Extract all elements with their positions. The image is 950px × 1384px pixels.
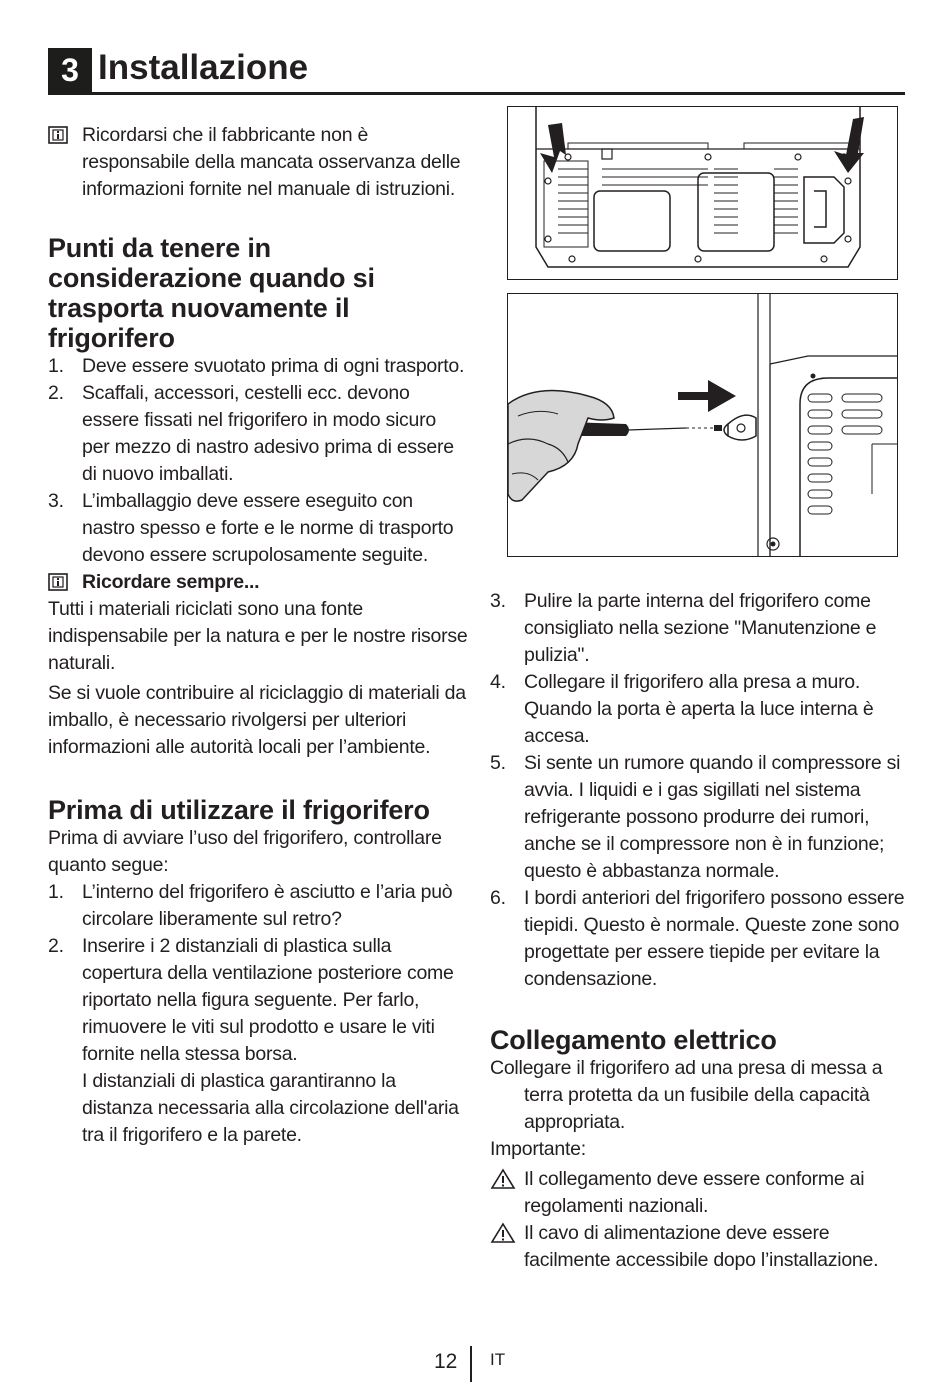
list-item: 6. I bordi anteriori del frigorifero possono essere tiepidi. Questo è normale. Queste zone sono progettate per essere tiepide per evitare la condensazione.: [490, 887, 905, 990]
important-label: Importante:: [490, 1138, 586, 1160]
info-icon: [48, 573, 68, 591]
chapter-title: Installazione: [98, 48, 309, 87]
transport-heading: Punti da tenere in considerazione quando si trasporta nuovamente il frigorifero: [48, 233, 375, 353]
figure-rear-spacers: [507, 106, 898, 280]
footer-divider: [470, 1346, 472, 1382]
header-rule: [48, 92, 905, 95]
screwdriver-illustration: [508, 294, 897, 556]
before-use-intro: Prima di avviare l’uso del frigorifero, controllare quanto segue:: [48, 827, 442, 876]
chapter-number: 3: [48, 48, 92, 92]
list-item: 3. L’imballaggio deve essere eseguito con nastro spesso e forte e le norme di trasporto devono essere scrupolosamente seguite.: [48, 490, 454, 566]
list-item: 2. Scaffali, accessori, cestelli ecc. devono essere fissati nel frigorifero in modo sicuro per mezzo di nastro adesivo prima di essere di nuovo imballati.: [48, 382, 454, 485]
rear-panel-illustration: [508, 107, 897, 279]
before-use-heading: Prima di utilizzare il frigorifero: [48, 795, 430, 825]
warning-2: Il cavo di alimentazione deve essere facilmente accessibile dopo l’installazione.: [490, 1220, 910, 1274]
transport-list: [48, 353, 468, 569]
list-item: 1. Deve essere svuotato prima di ogni trasporto.: [48, 355, 465, 377]
remember-title: Ricordare sempre...: [82, 571, 260, 593]
list-item: 2. Inserire i 2 distanziali di plastica sulla copertura della ventilazione posteriore come riportato nella figura seguente. Per farlo, rimuovere le viti sul prodotto e usare le viti fornite nella stessa borsa. I distanziali di plastica garantiranno la distanza necessaria alla circolazione dell'aria tra il frigorifero e la parete.: [48, 935, 459, 1146]
electrical-intro: Collegare il frigorifero ad una presa di messa a terra protetta da un fusibile della capacità appropriata.: [490, 1057, 883, 1133]
warning-1: Il collegamento deve essere conforme ai regolamenti nazionali.: [490, 1166, 910, 1220]
setup-list-continued: [490, 588, 910, 993]
electrical-heading: Collegamento elettrico: [490, 1025, 777, 1055]
right-column: [490, 588, 910, 1274]
info-icon: [48, 126, 68, 144]
list-item: 4. Collegare il frigorifero alla presa a muro. Quando la porta è aperta la luce interna è accesa.: [490, 671, 874, 747]
remember-note: [48, 569, 468, 596]
list-item: 3. Pulire la parte interna del frigorifero come consigliato nella sezione "Manutenzione e pulizia".: [490, 590, 877, 666]
list-item: 5. Si sente un rumore quando il compressore si avvia. I liquidi e i gas sigillati nel sistema refrigerante possono produrre dei rumori, anche se il compressore non è in funzione; questo è abbastanza normale.: [490, 752, 901, 882]
language-code: IT: [490, 1350, 506, 1369]
list-item: 1. L’interno del frigorifero è asciutto e l’aria può circolare liberamente sul retro?: [48, 881, 453, 930]
page-number: 12: [434, 1350, 458, 1373]
intro-note: [48, 122, 468, 203]
intro-note-text: Ricordarsi che il fabbricante non è responsabile della mancata osservanza delle informazioni fornite nel manuale di istruzioni.: [82, 124, 461, 200]
figure-install-spacer: [507, 293, 898, 557]
remember-paragraph-2: Se si vuole contribuire al riciclaggio di materiali da imballo, è necessario rivolgersi per ulteriori informazioni alle autorità locali per l’ambiente.: [48, 682, 466, 758]
warning-triangle-icon: [490, 1168, 516, 1190]
warning-triangle-icon: [490, 1222, 516, 1244]
remember-paragraph-1: Tutti i materiali riciclati sono una fonte indispensabile per la natura e per le nostre risorse naturali.: [48, 598, 468, 674]
left-column: [48, 122, 468, 1149]
before-use-list: [48, 879, 468, 1149]
